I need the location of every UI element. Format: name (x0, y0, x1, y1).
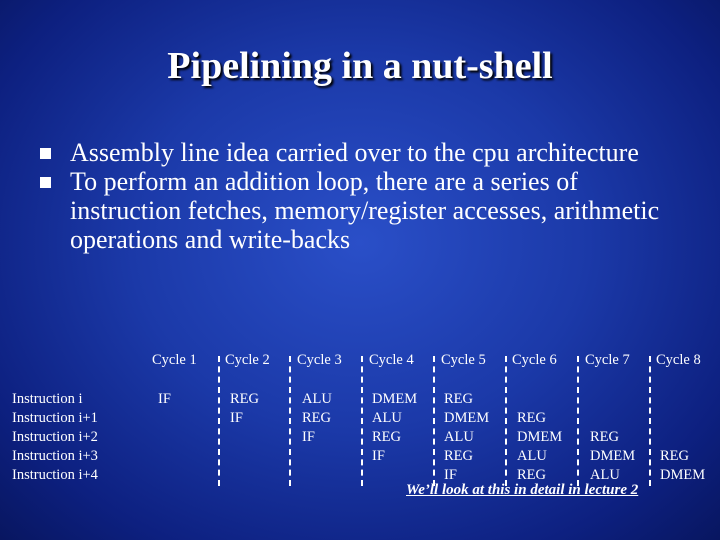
stage-cell: ALU (372, 410, 402, 426)
column-divider (289, 356, 291, 486)
cycle-header: Cycle 6 (512, 352, 557, 368)
column-divider (577, 356, 579, 486)
square-bullet-icon (40, 177, 51, 188)
stage-cell: REG (660, 448, 689, 464)
stage-cell: IF (444, 467, 457, 483)
stage-cell: REG (517, 410, 546, 426)
stage-cell: DMEM (444, 410, 490, 426)
cycle-header: Cycle 2 (225, 352, 270, 368)
stage-cell: ALU (517, 448, 547, 464)
stage-cell: ALU (590, 467, 620, 483)
stage-cell (660, 409, 705, 428)
lecture-note: We’ll look at this in detail in lecture 2 (406, 482, 639, 498)
instruction-label: Instruction i (12, 391, 83, 407)
stage-cell: DMEM (517, 429, 563, 445)
bullet-item (40, 167, 690, 254)
cycle-header: Cycle 4 (369, 352, 414, 368)
stage-cell: IF (158, 391, 171, 407)
cycle-column (517, 390, 562, 485)
bullet-item (40, 138, 690, 167)
stage-cell (590, 390, 635, 409)
instruction-label: Instruction i+3 (12, 448, 98, 464)
column-divider (505, 356, 507, 486)
column-divider (649, 356, 651, 486)
column-divider (361, 356, 363, 486)
stage-cell (660, 390, 705, 409)
instruction-labels (12, 390, 98, 485)
bullet-list (40, 138, 690, 254)
stage-cell: REG (372, 429, 401, 445)
stage-cell: IF (230, 410, 243, 426)
stage-cell: REG (444, 391, 473, 407)
column-divider (433, 356, 435, 486)
stage-cell: DMEM (660, 467, 706, 483)
stage-cell: REG (590, 429, 619, 445)
stage-cell (517, 390, 562, 409)
cycle-column (590, 390, 635, 485)
stage-cell: ALU (444, 429, 474, 445)
slide-title: Pipelining in a nut-shell (167, 45, 553, 87)
stage-cell: IF (302, 429, 315, 445)
pipeline-table (0, 352, 720, 492)
stage-cell: ALU (302, 391, 332, 407)
cycle-column (444, 390, 489, 485)
stage-cell (660, 428, 705, 447)
instruction-label: Instruction i+2 (12, 429, 98, 445)
cycle-header: Cycle 3 (297, 352, 342, 368)
cycle-header: Cycle 8 (656, 352, 701, 368)
square-bullet-icon (40, 148, 51, 159)
stage-cell: IF (372, 448, 385, 464)
stage-cell: REG (444, 448, 473, 464)
cycle-header: Cycle 7 (585, 352, 630, 368)
stage-cell: REG (302, 410, 331, 426)
stage-cell: REG (517, 467, 546, 483)
cycle-column (158, 390, 171, 409)
bullet-text: Assembly line idea carried over to the cpu architecture (70, 138, 639, 167)
stage-cell: DMEM (590, 448, 636, 464)
cycle-column (230, 390, 259, 428)
cycle-column (372, 390, 417, 466)
instruction-label: Instruction i+4 (12, 467, 98, 483)
column-divider (218, 356, 220, 486)
bullet-text: To perform an addition loop, there are a series of instruction fetches, memory/register accesses, arithmetic operations and write-backs (70, 167, 660, 254)
cycle-header: Cycle 5 (441, 352, 486, 368)
stage-cell: REG (230, 391, 259, 407)
stage-cell (590, 409, 635, 428)
instruction-label: Instruction i+1 (12, 410, 98, 426)
cycle-column (302, 390, 332, 447)
stage-cell: DMEM (372, 391, 418, 407)
cycle-header: Cycle 1 (152, 352, 197, 368)
cycle-column (660, 390, 705, 485)
